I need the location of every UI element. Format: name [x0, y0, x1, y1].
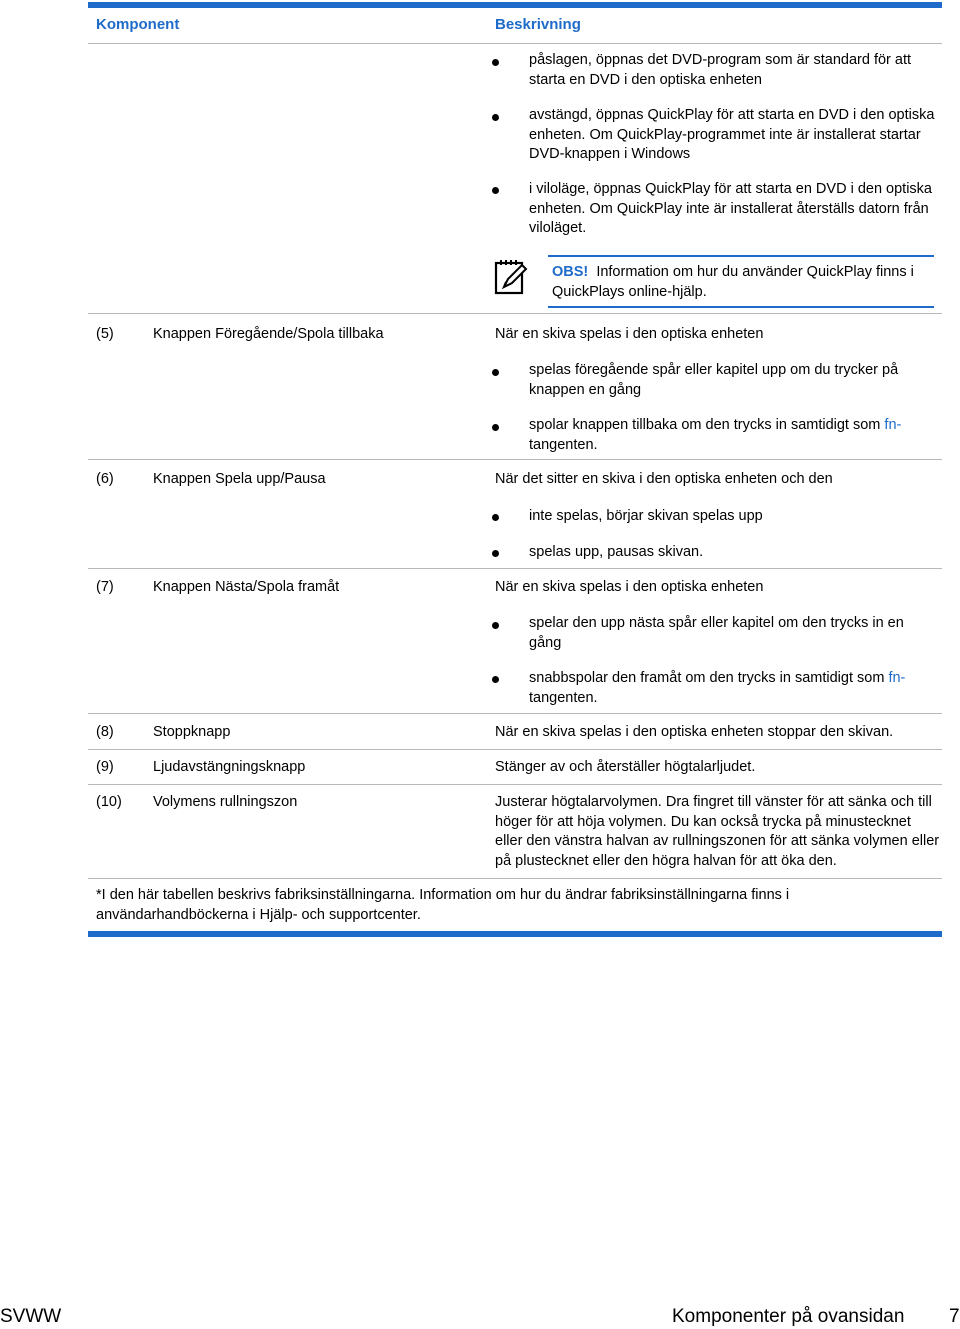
row6-num: (6) — [96, 471, 114, 487]
bullet-icon — [492, 369, 499, 376]
row-divider — [88, 568, 942, 569]
note-pencil-icon — [492, 257, 532, 297]
row7-name: Knappen Nästa/Spola framåt — [153, 579, 340, 595]
row5-bullet-2: spolar knappen tillbaka om den trycks in samtidigt som fn- tangenten. — [529, 417, 902, 453]
row9-num: (9) — [96, 759, 114, 775]
bullet-icon — [492, 114, 499, 121]
continued-bullet-1: påslagen, öppnas det DVD-program som är standard för att starta en DVD i den optiska enheten — [529, 52, 912, 88]
row8-name: Stoppknapp — [153, 724, 231, 740]
row-divider — [88, 313, 942, 314]
note-text: Information om hur du använder QuickPlay finns i QuickPlays online-hjälp. — [552, 264, 914, 300]
header-component: Komponent — [96, 16, 180, 33]
row9-desc: Stänger av och återställer högtalarljudet. — [495, 759, 756, 775]
row-divider — [88, 749, 942, 750]
footer-page-number: 7 — [949, 1306, 960, 1327]
header-description: Beskrivning — [495, 16, 581, 33]
footer-doc-code: SVWW — [0, 1306, 62, 1327]
row5-num: (5) — [96, 326, 114, 342]
bullet-icon — [492, 514, 499, 521]
row9-name: Ljudavstängningsknapp — [153, 759, 306, 775]
row7-bullet-1: spelar den upp nästa spår eller kapitel om den trycks in en gång — [529, 615, 904, 651]
note-top-rule — [548, 255, 934, 257]
row10-num: (10) — [96, 794, 122, 810]
footer-section-title: Komponenter på ovansidan — [672, 1306, 905, 1327]
row8-desc: När en skiva spelas i den optiska enheten stoppar den skivan. — [495, 724, 894, 740]
row10-name: Volymens rullningszon — [153, 794, 298, 810]
row7-num: (7) — [96, 579, 114, 595]
table-bottom-bar — [88, 931, 942, 937]
header-divider — [88, 43, 942, 44]
row8-num: (8) — [96, 724, 114, 740]
row-divider — [88, 784, 942, 785]
note-label: OBS! — [552, 264, 589, 280]
row6-desc: När det sitter en skiva i den optiska enheten och den — [495, 471, 833, 487]
row-divider — [88, 459, 942, 460]
row-divider — [88, 878, 942, 879]
fn-key-link[interactable]: fn- — [888, 670, 906, 686]
row5-desc: När en skiva spelas i den optiska enheten — [495, 326, 764, 342]
row6-bullet-2: spelas upp, pausas skivan. — [529, 544, 704, 560]
note-bottom-rule — [548, 306, 934, 308]
row6-name: Knappen Spela upp/Pausa — [153, 471, 326, 487]
bullet-icon — [492, 187, 499, 194]
bullet-icon — [492, 59, 499, 66]
row7-desc: När en skiva spelas i den optiska enheten — [495, 579, 764, 595]
table-footnote: *I den här tabellen beskrivs fabriksinställningarna. Information om hur du ändrar fabriksinställningarna finns i användarhandböckerna i Hjälp- och supportcenter. — [96, 887, 790, 923]
bullet-icon — [492, 676, 499, 683]
row5-name: Knappen Föregående/Spola tillbaka — [153, 326, 384, 342]
bullet-icon — [492, 622, 499, 629]
continued-bullet-2: avstängd, öppnas QuickPlay för att starta en DVD i den optiska enheten. Om QuickPlay-programmet inte är installerat startar DVD-knappen i Windows — [529, 107, 935, 162]
row10-desc: Justerar högtalarvolymen. Dra fingret till vänster för att sänka och till höger för att höja volymen. Du kan också trycka på minustecknet eller den vänstra halvan av rullningszonen för att sänka volymen eller på plustecknet eller den högra halvan för att öka den. — [495, 794, 940, 869]
row5-bullet-1: spelas föregående spår eller kapitel upp om du trycker på knappen en gång — [529, 362, 899, 398]
table-top-bar — [88, 2, 942, 8]
row-divider — [88, 713, 942, 714]
fn-key-link[interactable]: fn- — [884, 417, 902, 433]
bullet-icon — [492, 424, 499, 431]
row7-bullet-2: snabbspolar den framåt om den trycks in samtidigt som fn- tangenten. — [529, 670, 906, 706]
continued-bullet-3: i viloläge, öppnas QuickPlay för att starta en DVD i den optiska enheten. Om QuickPlay inte är installerat återställs datorn från viloläget. — [529, 181, 932, 236]
row6-bullet-1: inte spelas, börjar skivan spelas upp — [529, 508, 763, 524]
note-text-block — [552, 263, 942, 302]
bullet-icon — [492, 550, 499, 557]
